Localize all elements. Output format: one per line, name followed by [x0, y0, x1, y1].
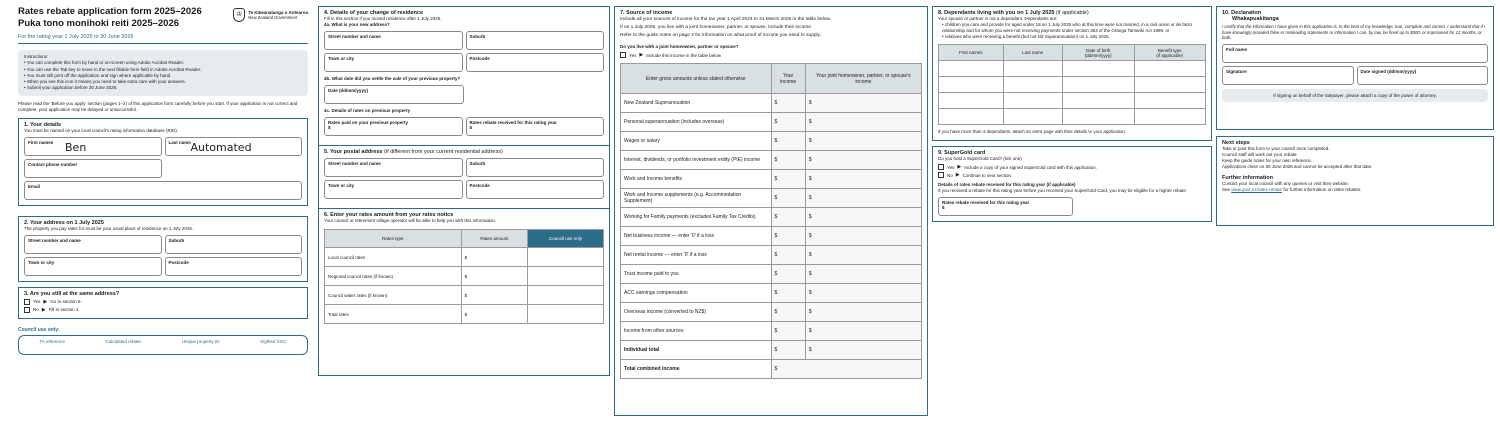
- table-row: [939, 77, 1206, 93]
- table-row: Net rental income — enter '0' if a loss $ $: [621, 246, 922, 265]
- instructions-panel: Instructions: • You can complete this form by hand or on-screen using Adobe Acrobat Reader. • You can use the Tab key to move to the next fillable form field in Adobe Acrobat Reader. • You must still print off the application and sign where applicable by hand. • When you see this icon it means you need to take extra care with your answers. • Submit your application before 30 June 2026.: [18, 50, 308, 96]
- table-row: Working for Family payments (excludes Family Tax Credits) $ $: [621, 208, 922, 227]
- last-name-value: Automated: [190, 140, 252, 154]
- table-row: Local council rates $: [325, 248, 604, 267]
- table-row: Personal superannuation (includes overseas) $ $: [621, 113, 922, 132]
- arrow-right-icon: ▶: [955, 172, 960, 178]
- read-note: Please read the 'Before you apply' section (pages 1–2) of this application form carefully before you start. If your application is not correct and complete, your application may be delayed or unsuccessful.: [18, 100, 298, 112]
- section-dependants: 8. Dependants living with you on 1 July 2025 (if applicable) Your spouse or partner is not a dependant. Dependants are: • children you care and provide for aged under 18 on 1 July 2025 who at this time were not married, in a civil union or de facto relationship and for whom you were not receiving payments under section 363 of the Oranga Tamariki Act 1989, or • relatives who were receiving a benefit (but not NZ Superannuation) on 1 July 2025. First names Last name Date of birth (dd/mm/yyyy) Benefit type (if applicable) If you have more than 4 dependants, attach an extra page with their details to your application.: [932, 6, 1212, 141]
- coat-of-arms-icon: ♔: [233, 8, 245, 22]
- council-use-box: TA reference Calculated rebate Unique property ID Sighted SGC: [18, 335, 308, 355]
- first-names-field[interactable]: First names Ben: [24, 137, 162, 156]
- form-page-4: [932, 6, 1212, 286]
- section-declaration: 10. Declaration Whakapuakitanga I certify that the information I have given in this application is, to the best of my knowledge, true, complete and correct. I understand that if I have knowingly provided false or misleading statements or information I can, by law, be fined up to $500, or imprisoned for 12 months, or both. Full name Signature Date signed (dd/mm/yyyy) If signing on behalf of the ratepayer, please attach a copy of the power of attorney.: [1217, 7, 1493, 105]
- form-page-5: [1216, 6, 1494, 130]
- postal-street-field[interactable]: Street number and name: [324, 158, 463, 177]
- supergold-rebate-field[interactable]: Rates rebate received for this rating year $: [938, 197, 1073, 216]
- form-page-6: [1216, 136, 1494, 226]
- supergold-no[interactable]: No ▶ Continue to next section.: [938, 172, 1206, 178]
- table-row: Wages or salary $ $: [621, 132, 922, 151]
- checkbox[interactable]: [24, 307, 30, 313]
- phone-field[interactable]: Contact phone number: [24, 159, 162, 178]
- rating-year: For the rating year 1 July 2025 to 30 June 2026: [18, 34, 134, 40]
- table-row: Regional council rates (if known) $: [325, 267, 604, 286]
- table-row: Work and Income supplements (e.g. Accommodation Supplement) $ $: [621, 189, 922, 208]
- form-page-1: [18, 6, 308, 426]
- section-next-steps: Next steps Take or post this form to your council once completed. Council staff will work out your rebate. Keep the guide notes for your own reference. Applications close on 30 June 2026 and cannot be accepted after that date. Further information Contact your local council with any queries or visit their website. See www.govt.nz/rates-rebate for further information on rates rebates.: [1222, 140, 1373, 192]
- section-supergold: 9. SuperGold card Do you hold a SuperGold Card? (tick one) Yes ▶ Include a copy of your signed SuperGold card with this application. No ▶ Continue to next section. Details of rates rebate received for this rating year (if applicable) If you received a rebate for this rating year before you received your SuperGold Card, you may be eligible for a higher rebate. Rates rebate received for this rating year $: [932, 146, 1212, 222]
- section-source-of-income: 7. Source of income Include all your sources of income for the tax year 1 April 2024 to 31 March 2025 in the table below. If on 1 July 2025, you live with a joint homeowner, partner, or spouse, include their income. Refer to the guide notes on page 2 for information on what proof of income you need to supply. Do you live with a joint homeowner, partner or spouse? Yes ▶ Include this income in the table below Enter gross amounts unless stated otherwise Your income Your joint homeowner, partner, or spouse's income New Zealand Superannuation $ $ Personal superannuation (includes overseas) $ $ Wages or salary $ $ Interest, dividends, or portfolio investment entity (PIE) income $ $ Work and Income benefits $ $ Work and Income supplements (e.g. Accommodation Supplement) $ $ Working for Family payments (excludes Family Tax Credits) $ $ Net business income — enter '0' if a loss $ $ Net rental income — enter '0' if a loss $ $ Trust income paid to you $ $ ACC earnings compensation $ $ Overseas income (converted to NZ$) $ $ Income from other sources $ $ Individual total $ $ Total combined income $: [615, 7, 927, 382]
- table-row: [939, 93, 1206, 109]
- first-names-value: Ben: [65, 140, 87, 154]
- nz-government-logo: ♔ Te Kāwanatanga o Aotearoa New Zealand Government: [233, 8, 308, 22]
- instruction-item: • You can complete this form by hand or on-screen using Adobe Acrobat Reader.: [24, 60, 302, 66]
- suburb-field[interactable]: Suburb: [165, 235, 303, 254]
- rates-table: Rates type Rates amount Council use only Local council rates $ Regional council rates (if known) $ Council water rates (if known) $ Total rates $: [324, 229, 604, 324]
- arrow-right-icon: ▶: [639, 52, 644, 58]
- table-row: New Zealand Superannuation $ $: [621, 94, 922, 113]
- new-street-field[interactable]: Street number and name: [324, 31, 463, 50]
- town-field[interactable]: Town or city: [24, 257, 162, 276]
- title-maori: Puka tono monihoki reiti 2025–2026: [18, 18, 180, 29]
- table-row: [939, 109, 1206, 125]
- email-field[interactable]: Email: [24, 181, 302, 200]
- section-your-details: 1. Your details You must be named on your local council's rating information database (RID). First names Ben Last name Automated Contact phone number Email: [18, 118, 308, 206]
- new-postcode-field[interactable]: Postcode: [466, 53, 605, 72]
- income-table: Enter gross amounts unless stated otherwise Your income Your joint homeowner, partner, or spouse's income New Zealand Superannuation $ $ Personal superannuation (includes overseas) $ $ Wages or salary $ $ Interest, dividends, or portfolio investment entity (PIE) income $ $ Work and Income benefits $ $ Work and Income supplements (e.g. Accommodation Supplement) $ $ Working for Family payments (excludes Family Tax Credits) $ $ Net business income — enter '0' if a loss $ $ Net rental income — enter '0' if a loss $ $ Trust income paid to you $ $ ACC earnings compensation $ $ Overseas income (converted to NZ$) $ $ Income from other sources $ $ Individual total $ $ Total combined income $: [620, 63, 922, 379]
- section-rates-amount: 6. Enter your rates amount from your rates notice Your council or retirement village operator will be able to help you with this information. Rates type Rates amount Council use only Local council rates $ Regional council rates (if known) $ Council water rates (if known) $ Total rates $: [319, 209, 609, 327]
- council-use-label: Council use only:: [18, 326, 60, 333]
- section-same-address: 3. Are you still at the same address? Yes ▶ Go to section 5. No ▶ Fill in section 4.: [18, 287, 308, 319]
- last-name-field[interactable]: Last name Automated: [165, 137, 303, 156]
- same-address-no[interactable]: No ▶ Fill in section 4.: [24, 307, 302, 313]
- table-row: Total rates $: [325, 305, 604, 324]
- postal-postcode-field[interactable]: Postcode: [466, 180, 605, 199]
- date-signed-field[interactable]: Date signed (dd/mm/yyyy): [1357, 66, 1489, 85]
- arrow-right-icon: ▶: [41, 306, 46, 313]
- table-row: Council water rates (if known) $: [325, 286, 604, 305]
- joint-yes[interactable]: Yes ▶ Include this income in the table below: [620, 52, 922, 58]
- power-of-attorney-note: If signing on behalf of the ratepayer, please attach a copy of the power of attorney.: [1222, 89, 1488, 102]
- section-postal-address: 5. Your postal address (if different from your current residential address) Street number and name Suburb Town or city Postcode: [319, 146, 609, 202]
- table-row: Net business income — enter '0' if a loss $ $: [621, 227, 922, 246]
- section-address: 2. Your address on 1 July 2025 The property you pay rates for must be your usual place of residence on 1 July 2025. Street number and name Suburb Town or city Postcode: [18, 216, 308, 282]
- form-page-3: [614, 6, 928, 416]
- same-address-yes[interactable]: Yes ▶ Go to section 5.: [24, 299, 302, 305]
- section-change-of-residence: 4. Details of your change of residence Fill in this section if you moved residence after 1 July 2025. 4a. What is your new address? Street number and name Suburb Town or city Postcode 4b. What date did you settle the sale of your previous property? Date (dd/mm/yyyy) 4c. Details of rates on previous property Rates paid on your previous property $ Rates rebate received for this rating year $: [319, 7, 609, 139]
- postal-suburb-field[interactable]: Suburb: [466, 158, 605, 177]
- table-row: Total combined income $: [621, 360, 922, 379]
- instruction-item: • You must still print off the application and sign where applicable by hand.: [24, 73, 302, 79]
- table-row: Trust income paid to you $ $: [621, 265, 922, 284]
- rates-paid-field[interactable]: Rates paid on your previous property $: [324, 117, 463, 136]
- postal-town-field[interactable]: Town or city: [324, 180, 463, 199]
- new-suburb-field[interactable]: Suburb: [466, 31, 605, 50]
- instruction-item: • When you see this icon it means you need to take extra care with your answers.: [24, 79, 302, 85]
- arrow-right-icon: ▶: [43, 298, 48, 305]
- table-row: ACC earnings compensation $ $: [621, 284, 922, 303]
- table-row: Interest, dividends, or portfolio investment entity (PIE) income $ $: [621, 151, 922, 170]
- signature-field[interactable]: Signature: [1222, 66, 1354, 85]
- arrow-right-icon: ▶: [957, 164, 962, 170]
- table-row: Work and Income benefits $ $: [621, 170, 922, 189]
- table-row: Individual total $ $: [621, 341, 922, 360]
- full-name-field[interactable]: Full name: [1222, 44, 1488, 63]
- table-row: [939, 61, 1206, 77]
- postcode-field[interactable]: Postcode: [165, 257, 303, 276]
- checkbox[interactable]: [938, 172, 944, 178]
- checkbox[interactable]: [620, 52, 626, 58]
- checkbox[interactable]: [938, 164, 944, 170]
- new-town-field[interactable]: Town or city: [324, 53, 463, 72]
- street-field[interactable]: Street number and name: [24, 235, 162, 254]
- form-page-2: [318, 6, 610, 376]
- title-english: Rates rebate application form 2025–2026: [18, 6, 202, 17]
- table-row: Income from other sources $ $: [621, 322, 922, 341]
- dependants-table: First names Last name Date of birth (dd/mm/yyyy) Benefit type (if applicable): [938, 44, 1206, 125]
- checkbox[interactable]: [24, 299, 30, 305]
- settlement-date-field[interactable]: Date (dd/mm/yyyy): [324, 85, 464, 104]
- rates-rebate-link[interactable]: www.govt.nz/rates-rebate: [1231, 187, 1283, 192]
- supergold-yes[interactable]: Yes ▶ Include a copy of your signed SuperGold card with this application.: [938, 164, 1206, 170]
- rebate-received-field[interactable]: Rates rebate received for this rating year $: [466, 117, 605, 136]
- instruction-item: • You can use the Tab key to move to the next fillable form field in Adobe Acrobat Reader.: [24, 67, 302, 73]
- instruction-item: • Submit your application before 30 June 2026.: [24, 85, 302, 91]
- table-row: Overseas income (converted to NZ$) $ $: [621, 303, 922, 322]
